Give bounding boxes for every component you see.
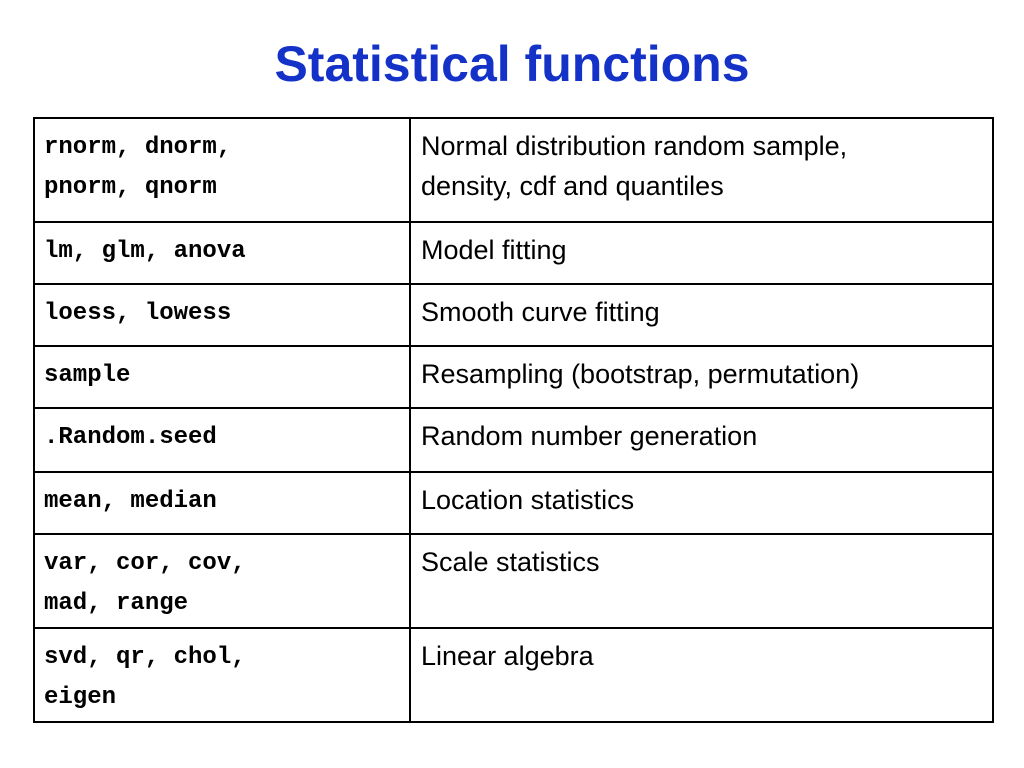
slide-title: Statistical functions bbox=[274, 36, 750, 92]
description-cell bbox=[410, 346, 993, 408]
function-names: eigen bbox=[44, 684, 117, 711]
description-text: Resampling (bootstrap, permutation) bbox=[421, 359, 860, 389]
function-names: .Random.seed bbox=[44, 424, 217, 451]
description-text: Scale statistics bbox=[421, 547, 600, 577]
description-cell bbox=[410, 284, 993, 346]
function-names: var, cor, cov, bbox=[44, 550, 246, 577]
description-cell bbox=[410, 408, 993, 472]
function-names-cell bbox=[34, 408, 410, 472]
description-text: density, cdf and quantiles bbox=[421, 171, 724, 201]
description-text: Random number generation bbox=[421, 421, 758, 451]
function-names-cell bbox=[34, 222, 410, 284]
function-names: svd, qr, chol, bbox=[44, 644, 246, 671]
table-row bbox=[34, 222, 993, 284]
description-cell bbox=[410, 118, 993, 222]
table-row bbox=[34, 118, 993, 222]
function-names: lm, glm, anova bbox=[44, 238, 246, 265]
table-row bbox=[34, 346, 993, 408]
description-text: Normal distribution random sample, bbox=[421, 131, 848, 161]
function-names: mad, range bbox=[44, 590, 189, 617]
function-names-cell bbox=[34, 284, 410, 346]
description-text: Smooth curve fitting bbox=[421, 297, 660, 327]
function-names-cell bbox=[34, 346, 410, 408]
function-names-cell bbox=[34, 534, 410, 628]
function-names-cell bbox=[34, 118, 410, 222]
description-cell bbox=[410, 628, 993, 722]
function-names-cell bbox=[34, 628, 410, 722]
table-row bbox=[34, 534, 993, 628]
table-row bbox=[34, 472, 993, 534]
table-row bbox=[34, 284, 993, 346]
function-names: loess, lowess bbox=[44, 300, 232, 327]
description-cell bbox=[410, 472, 993, 534]
table-row bbox=[34, 408, 993, 472]
functions-table bbox=[33, 117, 994, 723]
description-text: Linear algebra bbox=[421, 641, 594, 671]
table-row bbox=[34, 628, 993, 722]
function-names: pnorm, qnorm bbox=[44, 174, 217, 201]
function-names: mean, median bbox=[44, 488, 217, 515]
description-text: Location statistics bbox=[421, 485, 635, 515]
function-names: sample bbox=[44, 362, 131, 389]
description-text: Model fitting bbox=[421, 235, 567, 265]
description-cell bbox=[410, 534, 993, 628]
function-names: rnorm, dnorm, bbox=[44, 134, 232, 161]
description-cell bbox=[410, 222, 993, 284]
function-names-cell bbox=[34, 472, 410, 534]
